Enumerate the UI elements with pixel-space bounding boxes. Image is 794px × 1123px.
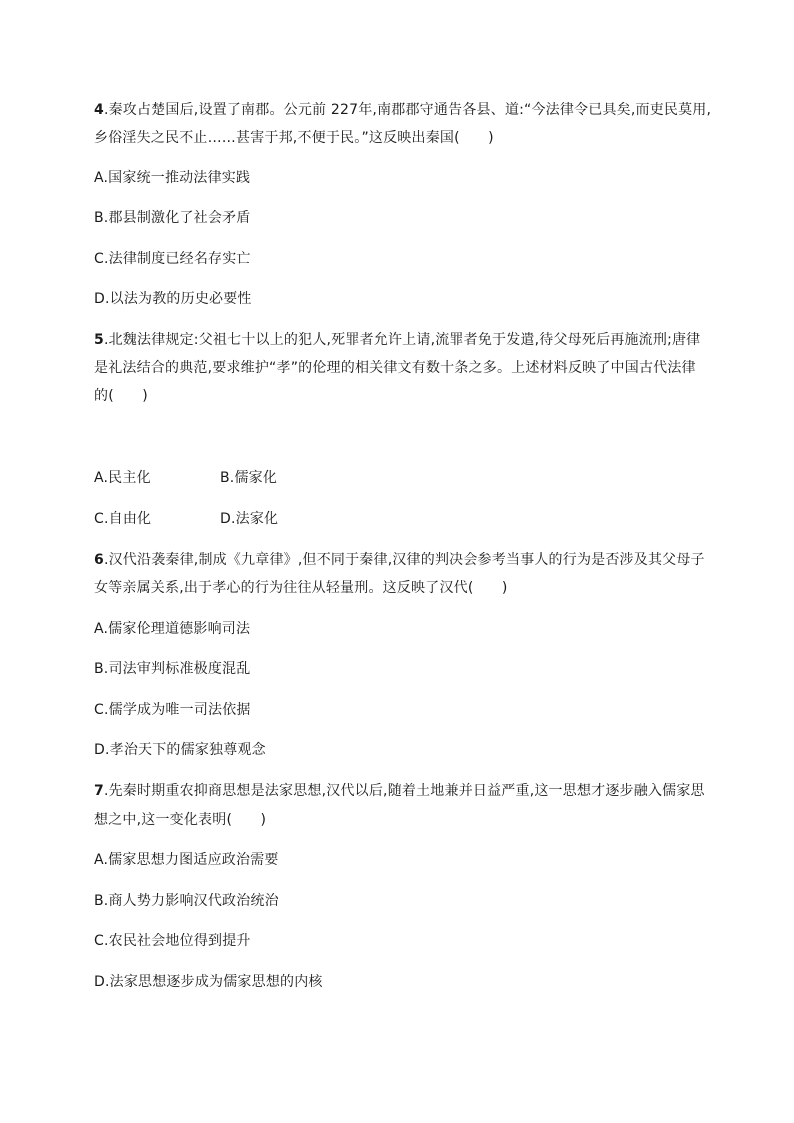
- q5-stem-line-2: 是礼法结合的典范,要求维护“孝”的伦理的相关律文有数十条之多。上述材料反映了中国古代法律: [94, 360, 696, 376]
- q6-stem-line-2: 女等亲属关系,出于孝心的行为往往从轻量刑。这反映了汉代( ): [94, 580, 508, 596]
- q5-option-b[interactable]: B.儒家化: [220, 470, 278, 486]
- q7-option-d[interactable]: D.法家思想逐步成为儒家思想的内核: [94, 974, 323, 990]
- q7-stem-line-1: 7.先秦时期重农抑商思想是法家思想,汉代以后,随着土地兼并日益严重,这一思想才逐步融入儒家思: [94, 783, 705, 799]
- q7-option-b[interactable]: B.商人势力影响汉代政治统治: [94, 893, 279, 909]
- q4-option-c[interactable]: C.法律制度已经名存实亡: [94, 251, 251, 267]
- q5-option-c[interactable]: C.自由化: [94, 511, 152, 527]
- q4-option-b[interactable]: B.郡县制激化了社会矛盾: [94, 210, 251, 226]
- q5-option-a[interactable]: A.民主化: [94, 470, 151, 486]
- q4-stem-line-2: 乡俗淫失之民不止……甚害于邦,不便于民。”这反映出秦国( ): [94, 130, 494, 146]
- q6-option-b[interactable]: B.司法审判标准极度混乱: [94, 661, 251, 677]
- q7-option-c[interactable]: C.农民社会地位得到提升: [94, 933, 251, 949]
- q5-stem-line-1: 5.北魏法律规定:父祖七十以上的犯人,死罪者允许上请,流罪者免于发遣,待父母死后再施流刑;唐律: [94, 332, 701, 348]
- q4-option-d[interactable]: D.以法为教的历史必要性: [94, 291, 252, 307]
- q6-option-d[interactable]: D.孝治天下的儒家独尊观念: [94, 742, 266, 758]
- q6-number: 6: [94, 552, 104, 568]
- q4-option-a[interactable]: A.国家统一推动法律实践: [94, 170, 251, 186]
- q6-option-c[interactable]: C.儒学成为唯一司法依据: [94, 702, 251, 718]
- q4-number: 4: [94, 102, 104, 118]
- q5-number: 5: [94, 332, 104, 348]
- q4-stem-line-1: 4.秦攻占楚国后,设置了南郡。公元前 227年,南郡郡守通告各县、道:“今法律令已具矣,而吏民莫用,: [94, 102, 712, 118]
- q5-options-row-1: [94, 468, 278, 488]
- q5-option-d[interactable]: D.法家化: [220, 511, 279, 527]
- q7-stem-line-2: 想之中,这一变化表明( ): [94, 812, 267, 828]
- q5-stem-line-3: 的( ): [94, 388, 148, 404]
- q7-number: 7: [94, 783, 104, 799]
- q6-stem-line-1: 6.汉代沿袭秦律,制成《九章律》,但不同于秦律,汉律的判决会参考当事人的行为是否涉及其父母子: [94, 552, 705, 568]
- q7-option-a[interactable]: A.儒家思想力图适应政治需要: [94, 852, 279, 868]
- q6-option-a[interactable]: A.儒家伦理道德影响司法: [94, 621, 251, 637]
- q5-options-row-2: [94, 509, 279, 529]
